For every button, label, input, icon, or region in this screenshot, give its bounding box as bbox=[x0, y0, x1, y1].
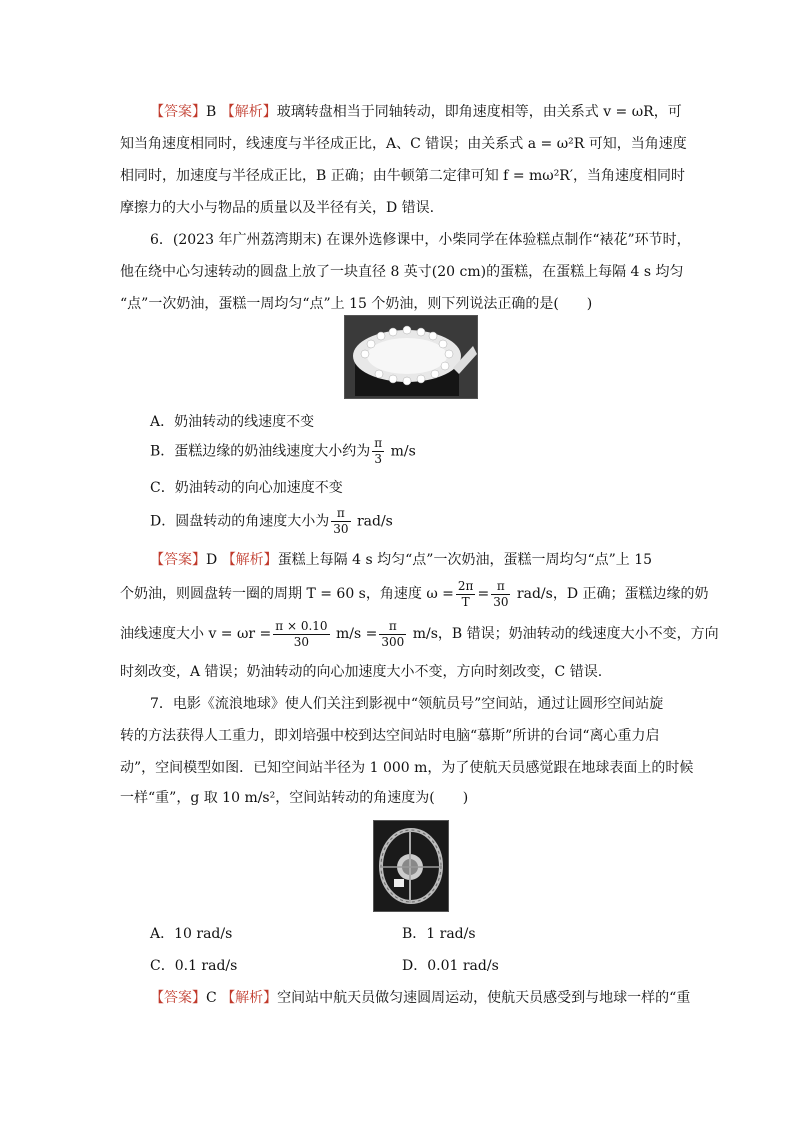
analysis-text: 玻璃转盘相当于同轴转动，即角速度相等，由关系式 v = ωR，可 bbox=[276, 104, 682, 120]
space-station-photo-icon bbox=[374, 821, 448, 911]
analysis-text: 空间站中航天员做匀速圆周运动，使航天员感受到与地球一样的“重 bbox=[277, 990, 691, 1006]
cake-photo bbox=[344, 315, 478, 399]
fraction bbox=[273, 619, 329, 650]
analysis-text: m/s，B 错误；奶油转动的线速度大小不变，方向 bbox=[412, 626, 719, 642]
option-text: D．圆盘转动的角速度大小为 bbox=[150, 513, 330, 530]
q7-stem-line-4: 一样“重”，g 取 10 m/s²，空间站转动的角速度为( ) bbox=[120, 790, 469, 806]
analysis-text: 个奶油，则圆盘转一圈的周期 T = 60 s，角速度 ω = bbox=[120, 586, 454, 602]
q6-option-c: C．奶油转动的向心加速度不变 bbox=[150, 480, 343, 496]
q6-answer-line-4: 时刻改变，A 错误；奶油转动的向心加速度大小不变，方向时刻改变，C 错误. bbox=[120, 664, 603, 680]
unit: m/s bbox=[390, 443, 416, 460]
q6-stem-line-1: 6．(2023 年广州荔湾期末) 在课外选修课中，小柴同学在体验糕点制作“裱花”环节时， bbox=[150, 232, 691, 248]
answer-letter: B bbox=[206, 104, 217, 120]
q6-answer-line-1 bbox=[150, 550, 652, 570]
q6-option-b bbox=[150, 436, 416, 467]
fraction-denominator: 30 bbox=[293, 634, 310, 649]
fraction-denominator: 30 bbox=[493, 594, 509, 609]
q7-stem-line-1: 7．电影《流浪地球》使人们关注到影视中“领航员号”空间站，通过让圆形空间站旋 bbox=[150, 696, 664, 712]
q6-stem-line-2: 他在绕中心匀速转动的圆盘上放了一块直径 8 英寸(20 cm)的蛋糕，在蛋糕上每隔 4 s 均匀 bbox=[120, 264, 684, 280]
analysis-tag: 【解析】 bbox=[221, 552, 278, 568]
cake-photo-icon bbox=[345, 316, 477, 398]
analysis-tag: 【解析】 bbox=[221, 990, 278, 1006]
q6-answer-line-2: 个奶油，则圆盘转一圈的周期 T = 60 s，角速度 ω = $\frac{2\pi}{T}$ = $\frac{\pi}{30}$ rad/s，D 正确；蛋糕边缘的奶 bbox=[120, 578, 709, 609]
q6-stem-line-3: “点”一次奶油，蛋糕一周均匀“点”上 15 个奶油，则下列说法正确的是( ) bbox=[120, 296, 593, 312]
answer-letter: C bbox=[206, 990, 217, 1006]
fraction bbox=[331, 506, 350, 537]
q7-option-a: A．10 rad/s bbox=[150, 926, 233, 942]
answer-tag: 【答案】 bbox=[150, 104, 206, 120]
q5-answer-line-2: 知当角速度相同时，线速度与半径成正比，A、C 错误；由关系式 a = ω²R 可知，当角速度 bbox=[120, 136, 687, 152]
q7-option-d: D．0.01 rad/s bbox=[402, 958, 499, 974]
answer-tag: 【答案】 bbox=[150, 990, 206, 1006]
q7-answer-line-1 bbox=[150, 988, 690, 1008]
fraction-numerator: π bbox=[379, 619, 406, 635]
space-station-photo bbox=[373, 820, 449, 912]
fraction bbox=[372, 436, 384, 467]
fraction-numerator: π bbox=[331, 506, 350, 522]
analysis-text: 蛋糕上每隔 4 s 均匀“点”一次奶油，蛋糕一周均匀“点”上 15 bbox=[277, 552, 653, 568]
unit: rad/s bbox=[356, 513, 393, 530]
fraction-numerator: π bbox=[374, 436, 383, 450]
fraction bbox=[379, 619, 406, 650]
answer-letter: D bbox=[206, 552, 218, 568]
analysis-text: 油线速度大小 v = ωr = bbox=[120, 626, 272, 642]
fraction bbox=[456, 579, 476, 610]
fraction-numerator: π bbox=[491, 579, 510, 595]
q7-stem-line-3: 动”，空间模型如图．已知空间站半径为 1 000 m，为了使航天员感觉跟在地球表面上的时候 bbox=[120, 760, 694, 776]
answer-tag: 【答案】 bbox=[150, 552, 206, 568]
q7-option-b: B．1 rad/s bbox=[402, 926, 476, 942]
fraction-denominator: 30 bbox=[333, 522, 349, 536]
analysis-text: rad/s，D 正确；蛋糕边缘的奶 bbox=[516, 586, 709, 602]
q5-answer-line-1 bbox=[150, 102, 682, 122]
analysis-text: m/s = bbox=[336, 626, 378, 642]
q5-answer-line-4: 摩擦力的大小与物品的质量以及半径有关，D 错误. bbox=[120, 200, 435, 216]
analysis-tag: 【解析】 bbox=[220, 104, 277, 120]
q7-option-c: C．0.1 rad/s bbox=[150, 958, 238, 974]
q6-option-d bbox=[150, 506, 393, 537]
fraction bbox=[491, 579, 510, 610]
q6-answer-line-3 bbox=[120, 616, 719, 652]
fraction-denominator: 3 bbox=[374, 452, 383, 466]
fraction-numerator: π × 0.10 bbox=[275, 618, 328, 633]
q7-stem-line-2: 转的方法获得人工重力，即刘培强中校到达空间站时电脑“慕斯”所讲的台词“离心重力启 bbox=[120, 728, 660, 744]
fraction-denominator: 300 bbox=[381, 634, 405, 649]
q5-answer-line-3: 相同时，加速度与半径成正比，B 正确；由牛顿第二定律可知 f = mω²R′，当角速度相同时 bbox=[120, 168, 686, 184]
option-text: B．蛋糕边缘的奶油线速度大小约为 bbox=[150, 443, 371, 460]
q6-option-a: A．奶油转动的线速度不变 bbox=[150, 414, 315, 430]
fraction-denominator: T bbox=[461, 594, 470, 609]
fraction-numerator: 2π bbox=[457, 578, 474, 593]
